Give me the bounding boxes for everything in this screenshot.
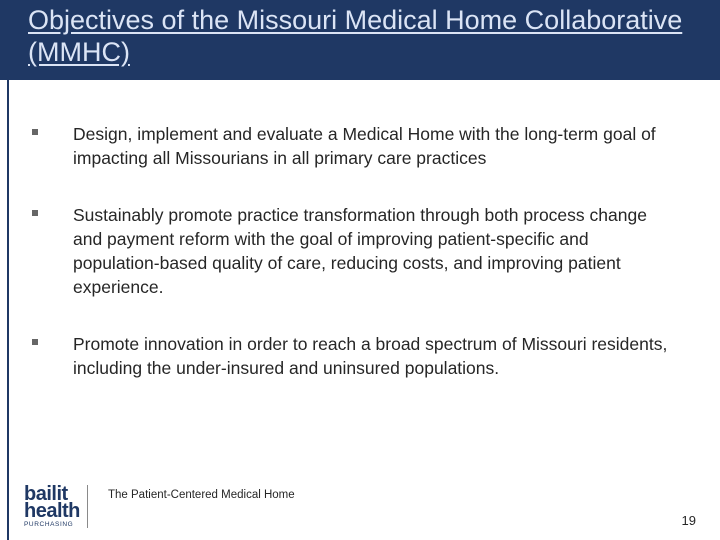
bullet-list <box>32 122 692 380</box>
bullet-text: Sustainably promote practice transformation through both process change and payment reform with the goal of improving patient-specific and population-based quality of care, reducing costs, and improving patient experience. <box>73 205 647 297</box>
slide-title: Objectives of the Missouri Medical Home Collaborative (MMHC) <box>28 5 683 67</box>
logo-line2: health <box>24 500 80 522</box>
page-number: 19 <box>681 513 696 528</box>
logo-line3: PURCHASING <box>24 521 74 528</box>
bullet-text: Design, implement and evaluate a Medical Home with the long-term goal of impacting all Missourians in all primary care practices <box>73 124 656 168</box>
bullet-text: Promote innovation in order to reach a broad spectrum of Missouri residents, including the under-insured and uninsured populations. <box>73 334 668 378</box>
footer-divider <box>87 485 88 528</box>
square-bullet-icon <box>32 129 38 135</box>
bullet-item <box>32 332 692 380</box>
bullet-item <box>32 203 692 299</box>
logo-line1: bailit <box>24 483 68 505</box>
bailit-health-logo <box>24 483 84 532</box>
bullet-item <box>32 122 692 170</box>
title-bar <box>0 0 720 80</box>
footer-text: The Patient-Centered Medical Home <box>108 489 295 501</box>
square-bullet-icon <box>32 339 38 345</box>
left-rule <box>7 80 9 540</box>
square-bullet-icon <box>32 210 38 216</box>
